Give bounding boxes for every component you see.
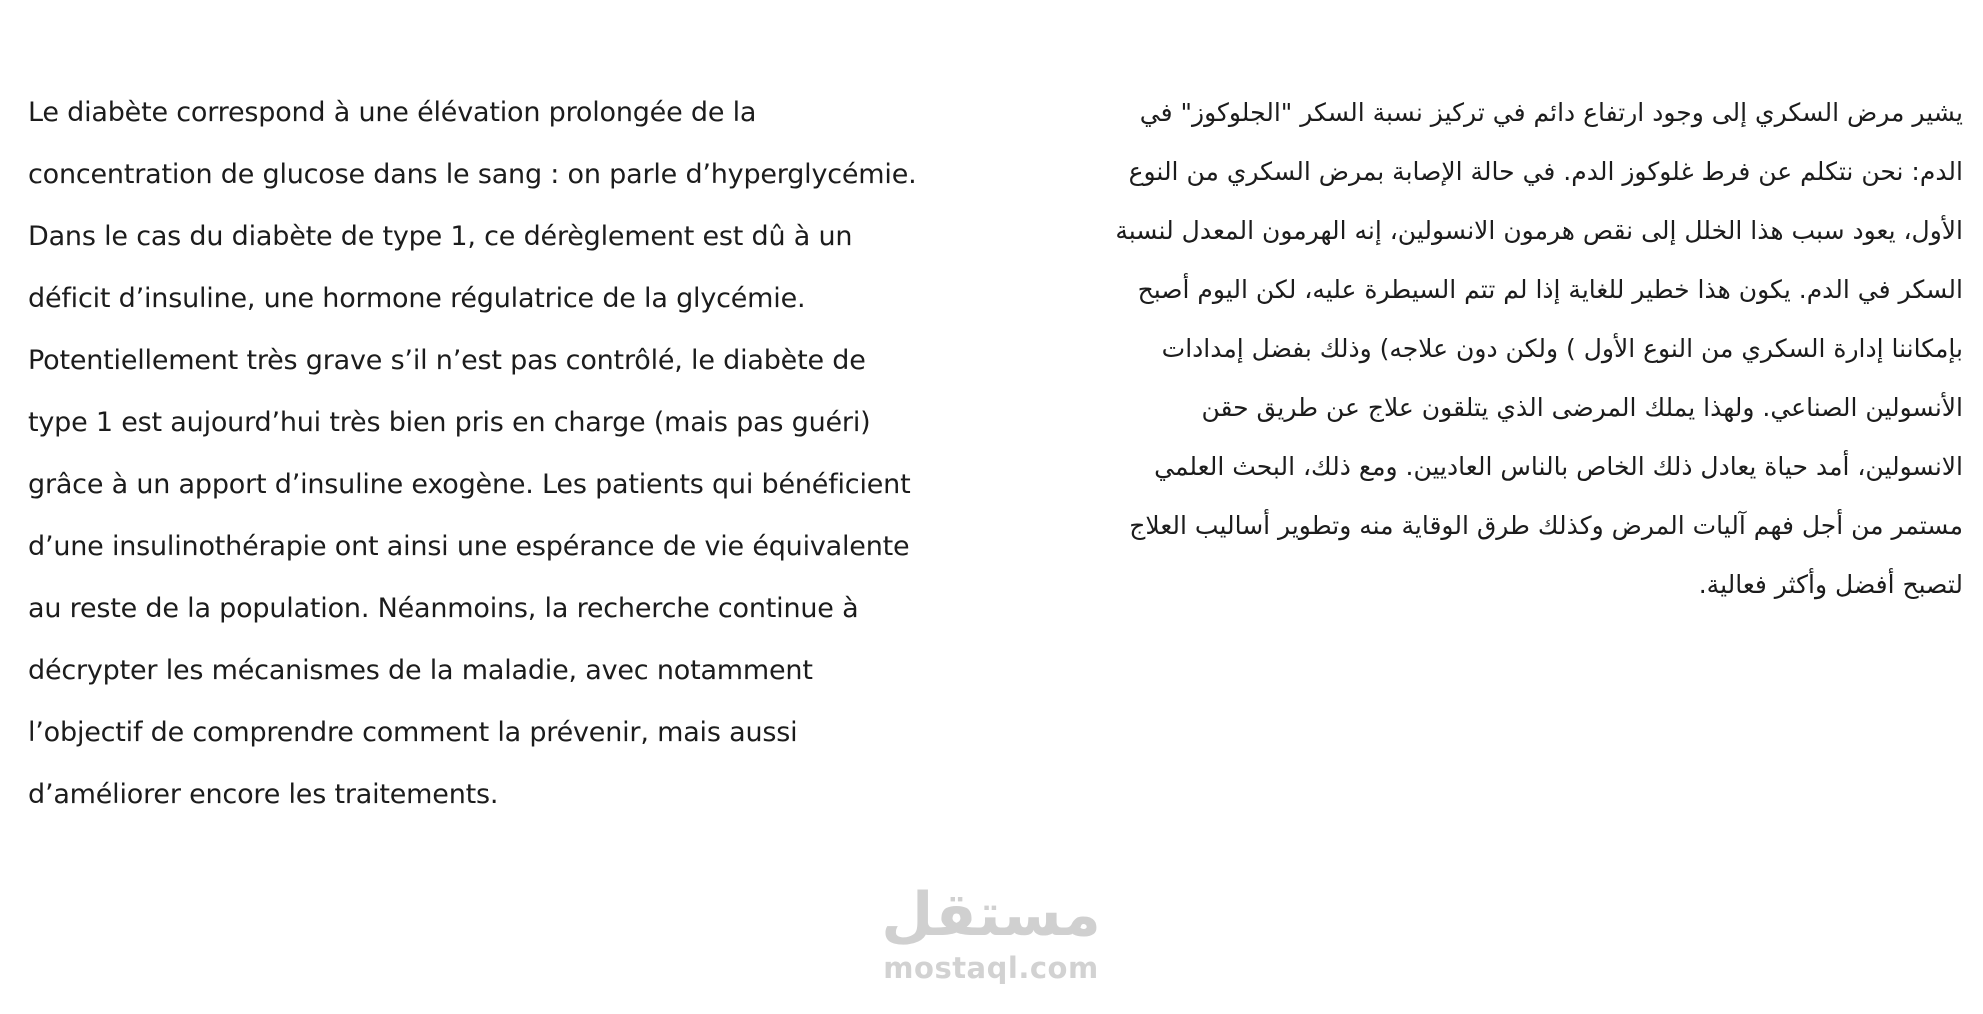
arabic-paragraph [1023, 90, 1963, 621]
watermark-url: mostaql.com [883, 951, 1099, 985]
arabic-line: السكر في الدم. يكون هذا خطير للغاية إذا لم تتم السيطرة عليه، لكن اليوم أصبح [1137, 275, 1963, 304]
french-line: grâce à un apport d’insuline exogène. Les patients qui bénéficient [28, 469, 911, 500]
arabic-line: الأنسولين الصناعي. ولهذا يملك المرضى الذي يتلقون علاج عن طريق حقن [1201, 393, 1963, 422]
french-paragraph [28, 88, 978, 832]
watermark-logo: مستقل [881, 880, 1101, 950]
french-line: Le diabète correspond à une élévation prolongée de la [28, 97, 757, 128]
arabic-line: الدم: نحن نتكلم عن فرط غلوكوز الدم. في حالة الإصابة بمرض السكري من النوع [1128, 157, 1963, 186]
arabic-line: الانسولين، أمد حياة يعادل ذلك الخاص بالناس العاديين. ومع ذلك، البحث العلمي [1154, 452, 1963, 481]
french-line: l’objectif de comprendre comment la prévenir, mais aussi [28, 717, 798, 748]
french-line: concentration de glucose dans le sang : on parle d’hyperglycémie. [28, 159, 917, 190]
arabic-line: مستمر من أجل فهم آليات المرض وكذلك طرق الوقاية منه وتطوير أساليب العلاج [1129, 511, 1963, 540]
french-line: Potentiellement très grave s’il n’est pas contrôlé, le diabète de [28, 345, 866, 376]
mostaql-watermark [871, 880, 1111, 1000]
french-line: au reste de la population. Néanmoins, la recherche continue à [28, 593, 859, 624]
french-line: décrypter les mécanismes de la maladie, avec notamment [28, 655, 813, 686]
arabic-line: الأول، يعود سبب هذا الخلل إلى نقص هرمون الانسولين، إنه الهرمون المعدل لنسبة [1115, 216, 1963, 245]
french-line: d’une insulinothérapie ont ainsi une espérance de vie équivalente [28, 531, 910, 562]
arabic-line: لتصبح أفضل وأكثر فعالية. [1698, 570, 1963, 599]
french-line: Dans le cas du diabète de type 1, ce dérèglement est dû à un [28, 221, 853, 252]
arabic-line: بإمكاننا إدارة السكري من النوع الأول ) ولكن دون علاجه) وذلك بفضل إمدادات [1161, 334, 1963, 363]
french-line: type 1 est aujourd’hui très bien pris en charge (mais pas guéri) [28, 407, 871, 438]
arabic-line: يشير مرض السكري إلى وجود ارتفاع دائم في تركيز نسبة السكر "الجلوكوز" في [1139, 98, 1963, 127]
french-line: d’améliorer encore les traitements. [28, 779, 499, 810]
french-line: déficit d’insuline, une hormone régulatrice de la glycémie. [28, 283, 806, 314]
